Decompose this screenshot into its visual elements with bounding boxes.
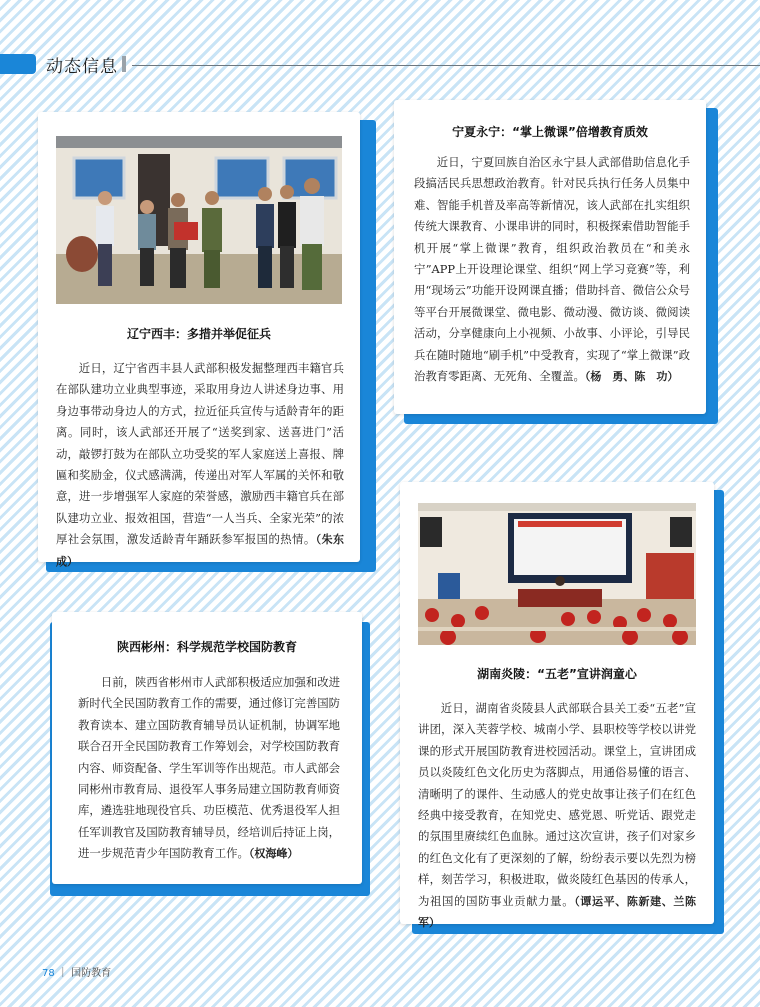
publication-name: 国防教育: [71, 968, 112, 979]
article-text-shaanxi: 日前，陕西省彬州市人武部积极适应加强和改进新时代全民国防教育工作的需要，通过修订完善国防教育读本、建立国防教育辅导员认证机制，协调军地联合召开全民国防教育工作筹划会，对学校国防教育内容、师资配备、学生军训等作出规范。市人武部会同彬州市教育局、退役军人事务局建立国防教育师资库，遴选驻地现役官兵、功臣模范、优秀退役军人担任军训教官及国防教育辅导员，经培训后持证上岗，进一步规范青少年国防教育工作。: [78, 675, 341, 861]
page-number: 78: [42, 968, 55, 979]
section-title: 动态信息: [46, 57, 118, 77]
article-text-hunan: 近日，湖南省炎陵县人武部联合县关工委“五老”宣讲团，深入芙蓉学校、城南小学、县职校等学校以讲党课的形式开展国防教育进校园活动。课堂上，宣讲团成员以炎陵红色文化历史为落脚点，用通俗易懂的语言、清晰明了的课件、生动感人的党史故事让孩子们在红色经典中接受教育，在知党史、感党恩、听党话、跟党走的氛围里赓续红色血脉。通过这次宣讲，孩子们对家乡的红色文化有了更深刻的了解，纷纷表示要以先烈为榜样，刻苦学习，积极进取，做炎陵红色基因的传承人，为祖国的国防事业贡献力量。: [418, 701, 696, 908]
article-title-ningxia: 宁夏永宁：“掌上微课”倍增教育质效: [452, 125, 648, 139]
article-body-ningxia: [414, 152, 690, 387]
article-title-hunan: 湖南炎陵：“五老”宣讲润童心: [477, 667, 637, 681]
article-body-shaanxi: [78, 672, 340, 865]
article-title-shaanxi: 陕西彬州：科学规范学校国防教育: [116, 640, 297, 654]
article-author-ningxia: （杨 勇、陈 功）: [584, 370, 679, 384]
article-photo-liaoning: [56, 136, 342, 304]
page-footer: [42, 964, 111, 979]
article-photo-hunan: [418, 503, 696, 645]
photo-classroom-lecture: [418, 503, 696, 645]
article-body-liaoning: [56, 358, 344, 572]
section-header: [0, 50, 760, 78]
section-header-accent-bar: [0, 54, 36, 74]
article-body-hunan: [418, 698, 696, 933]
footer-separator: ｜: [57, 968, 72, 979]
article-text-liaoning: 近日，辽宁省西丰县人武部积极发掘整理西丰籍官兵在部队建功立业典型事迹，采取用身边人讲述身边事、用身边事带动身边人的方式，拉近征兵宣传与适龄青年的距离。同时，该人武部还开展了“送奖到家、送喜进门”活动，敲锣打鼓为在部队立功受奖的军人家庭送上喜报、牌匾和奖励金，仪式感满满，传递出对军人军属的关怀和敬意，进一步增强军人家庭的荣誉感，激励西丰籍官兵在部队建功立业、报效祖国，营造“一人当兵、全家光荣”的浓厚社会氛围，激发适龄青年踊跃参军报国的热情。: [56, 361, 344, 547]
section-title-divider: [122, 56, 126, 72]
article-author-shaanxi: （权海峰）: [248, 847, 299, 861]
photo-family-military-visit: [56, 136, 342, 304]
article-author-liaoning: （朱东成）: [56, 533, 344, 568]
article-author-hunan: （谭运平、陈新建、兰陈军）: [418, 894, 696, 930]
article-title-liaoning: 辽宁西丰：多措并举促征兵: [126, 327, 271, 341]
article-text-ningxia: 近日，宁夏回族自治区永宁县人武部借助信息化手段搞活民兵思想政治教育。针对民兵执行任务人员集中难、智能手机普及率高等新情况，该人武部在扎实组织传统大课教育、小课串讲的同时，积极探索借助智能手机开展“掌上微课”教育，组织政治教员在“和美永宁”APP上开设理论课堂、组织“网上学习竞赛”等，利用“现场云”功能开设网课直播；借助抖音、微信公众号等平台开展微课堂、微电影、微动漫、微访谈、微阅读活动，分享健康向上小视频、小故事、小评论，引导民兵在随时随地“刷手机”中受教育，实现了“掌上微课”政治教育零距离、无死角、全覆盖。: [414, 155, 690, 384]
section-header-rule: [132, 65, 760, 66]
